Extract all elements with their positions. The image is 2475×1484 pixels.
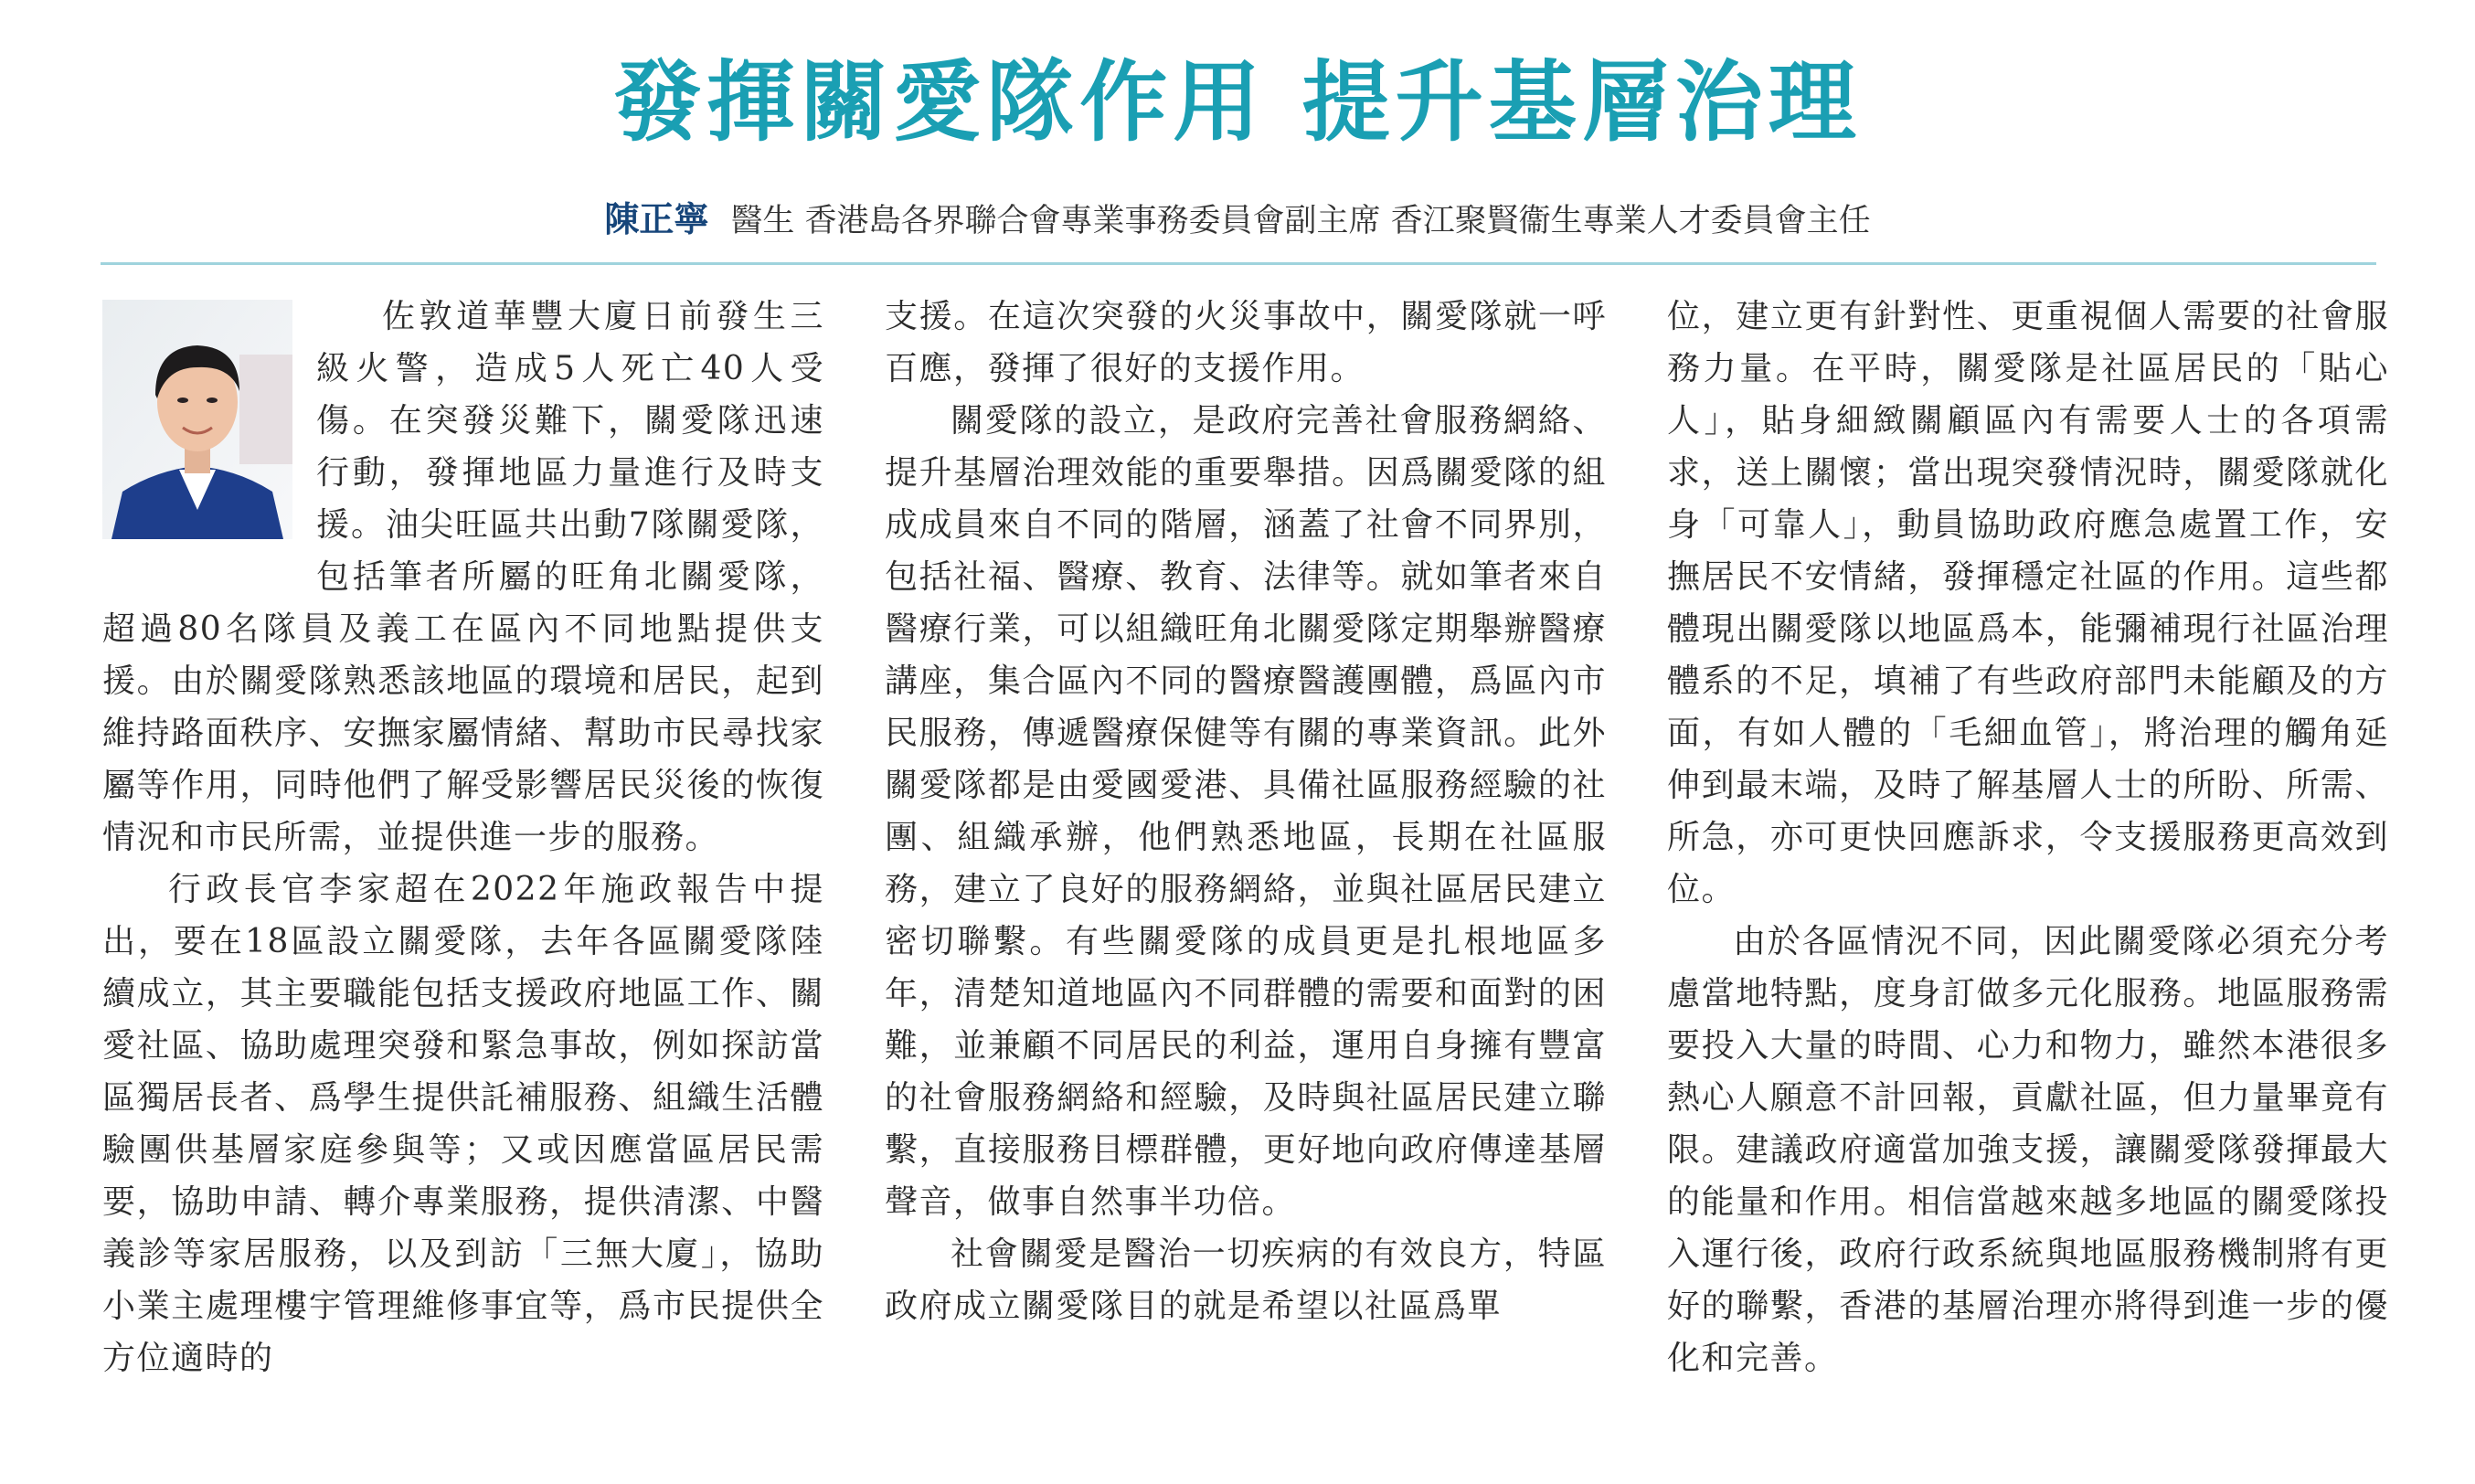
paragraph: 社會關愛是醫治一切疾病的有效良方，特區政府成立關愛隊目的就是希望以社區爲單 [885,1235,1607,1325]
paragraph: 關愛隊的設立，是政府完善社會服務網絡、提升基層治理效能的重要舉措。因爲關愛隊的組成成員來自不同的階層，涵蓋了社會不同界別，包括社福、醫療、教育、法律等。就如筆者來自醫療行業，可以組織旺角北關愛隊定期舉辦醫療講座，集合區內不同的醫療醫護團體，爲區內市民服務，傳遞醫療保健等有關的專業資訊。此外關愛隊都是由愛國愛港、具備社區服務經驗的社團、組織承辦，他們熟悉地區，長期在社區服務，建立了良好的服務網絡，並與社區居民建立密切聯繫。有些關愛隊的成員更是扎根地區多年，清楚知道地區內不同群體的需要和面對的困難，並兼顧不同居民的利益，運用自身擁有豐富的社會服務網絡和經驗，及時與社區居民建立聯繫，直接服務目標群體，更好地向政府傳達基層聲音，做事自然事半功倍。 [885,402,1607,1221]
paragraph-continued: 支援。在這次突發的火災事故中，關愛隊就一呼百應，發揮了很好的支援作用。 [885,298,1607,387]
paragraph: 佐敦道華豐大廈日前發生三級火警，造成5人死亡40人受傷。在突發災難下，關愛隊迅速行動，發揮地區力量進行及時支援。油尖旺區共出動7隊關愛隊，包括筆者所屬的旺角北關愛隊，超過80名隊員及義工在區內不同地點提供支援。由於關愛隊熟悉該地區的環境和居民，起到維持路面秩序、安撫家屬情緒、幫助市民尋找家屬等作用，同時他們了解受影響居民災後的恢復情況和市民所需，並提供進一步的服務。 [102,298,824,856]
paragraph-continued: 位，建立更有針對性、更重視個人需要的社會服務力量。在平時，關愛隊是社區居民的「貼心人」，貼身細緻關顧區內有需要人士的各項需求，送上關懷；當出現突發情況時，關愛隊就化身「可靠人」，動員協助政府應急處置工作，安撫居民不安情緒，發揮穩定社區的作用。這些都體現出關愛隊以地區爲本，能彌補現行社區治理體系的不足，填補了有些政府部門未能顧及的方面，有如人體的「毛細血管」，將治理的觸角延伸到最末端，及時了解基層人士的所盼、所需、所急，亦可更快回應訴求，令支援服務更高效到位。 [1667,298,2389,908]
column-1 [102,291,824,1460]
paragraph: 行政長官李家超在2022年施政報告中提出，要在18區設立關愛隊，去年各區關愛隊陸續成立，其主要職能包括支援政府地區工作、關愛社區、協助處理突發和緊急事故，例如探訪當區獨居長者、爲學生提供託補服務、組織生活體驗團供基層家庭參與等；又或因應當區居民需要，協助申請、轉介專業服務，提供清潔、中醫義診等家居服務，以及到訪「三無大廈」，協助小業主處理樓宇管理維修事宜等，爲市民提供全方位適時的 [102,871,824,1377]
column-2 [885,291,1607,1460]
author-photo [102,300,292,539]
paragraph: 由於各區情況不同，因此關愛隊必須充分考慮當地特點，度身訂做多元化服務。地區服務需要投入大量的時間、心力和物力，雖然本港很多熱心人願意不計回報，貢獻社區，但力量畢竟有限。建議政府適當加強支援，讓關愛隊發揮最大的能量和作用。相信當越來越多地區的關愛隊投入運行後，政府行政系統與地區服務機制將有更好的聯繫，香港的基層治理亦將得到進一步的優化和完善。 [1667,923,2389,1377]
author-roles: 醫生 香港島各界聯合會專業事務委員會副主席 香江聚賢衞生專業人才委員會主任 [730,203,1871,239]
article-headline: 發揮關愛隊作用 提升基層治理 [613,51,1862,154]
column-3 [1667,291,2389,1460]
byline [101,194,2374,247]
title-divider [101,262,2376,265]
author-portrait-icon [102,300,292,539]
author-name: 陳正寧 [604,199,709,239]
